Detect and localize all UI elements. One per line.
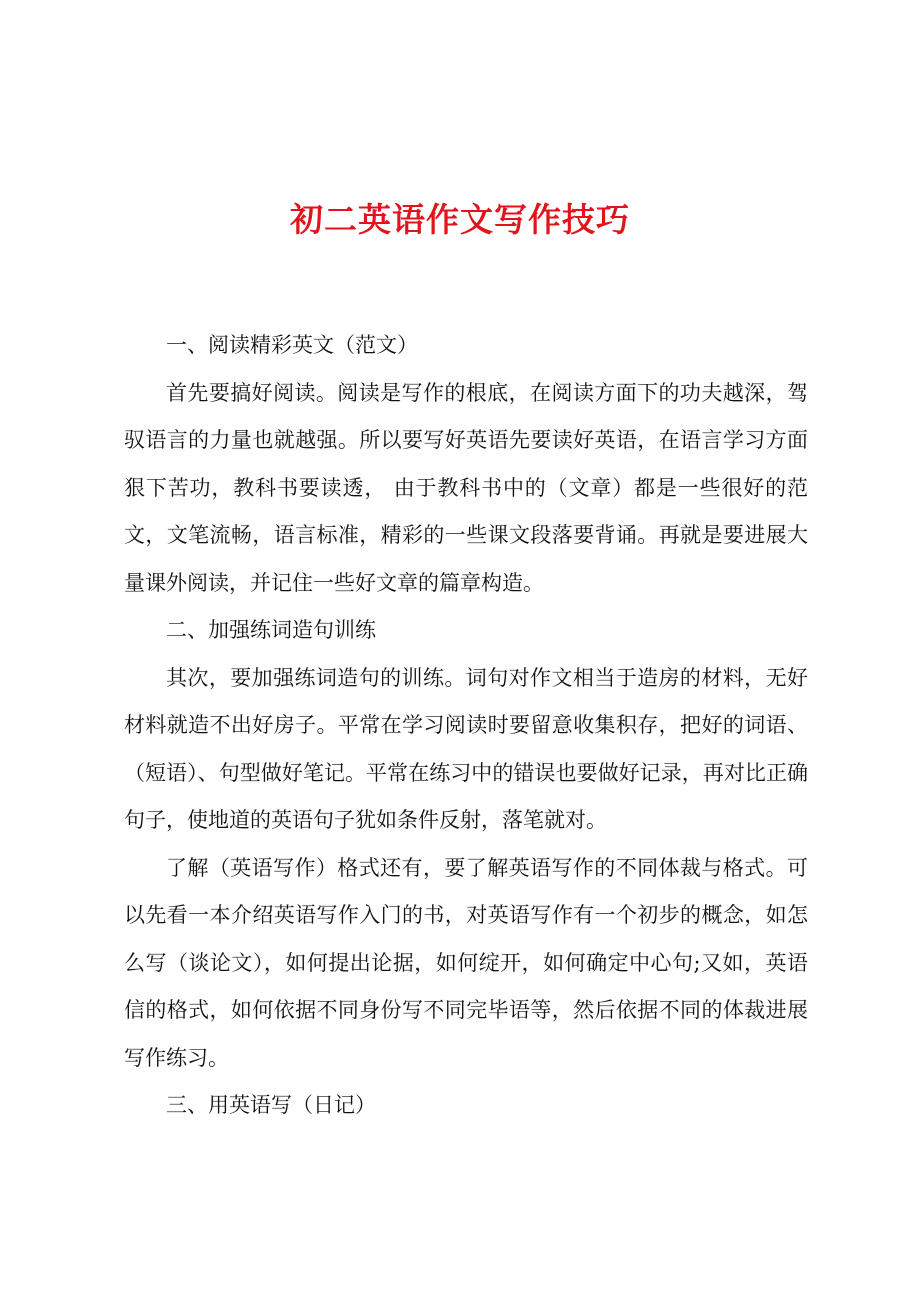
document-title: 初二英语作文写作技巧 [290, 200, 630, 239]
section-heading-2: 二、加强练词造句训练 [166, 618, 376, 642]
paragraph-writing-format: 了解（英语写作）格式还有，要了解英语写作的不同体裁与格式。可以先看一本介绍英语写作入门的书，对英语写作有一个初步的概念，如怎么写（谈论文），如何提出论据，如何绽开，如何确定中心句;又如，英语信的格式，如何依据不同身份写不同完毕语等，然后依据不同的体裁进展写作练习。 [124, 855, 808, 1070]
paragraph-sentence-training: 其次，要加强练词造句的训练。词句对作文相当于造房的材料，无好材料就造不出好房子。平常在学习阅读时要留意收集积存，把好的词语、（短语）、句型做好笔记。平常在练习中的错误也要做好记录，再对比正确句子，使地道的英语句子犹如条件反射，落笔就对。 [124, 665, 808, 832]
section-heading-1: 一、阅读精彩英文（范文） [166, 333, 418, 357]
section-heading-3: 三、用英语写（日记） [166, 1093, 376, 1117]
paragraph-reading: 首先要搞好阅读。阅读是写作的根底，在阅读方面下的功夫越深，驾驭语言的力量也就越强。所以要写好英语先要读好英语，在语言学习方面狠下苦功，教科书要读透， 由于教科书中的（文章）都是一些很好的范文，文笔流畅，语言标准，精彩的一些课文段落要背诵。再就是要进展大量课外阅读，并记住一些好文章的篇章构造。 [124, 380, 808, 595]
document-body [124, 322, 808, 1130]
